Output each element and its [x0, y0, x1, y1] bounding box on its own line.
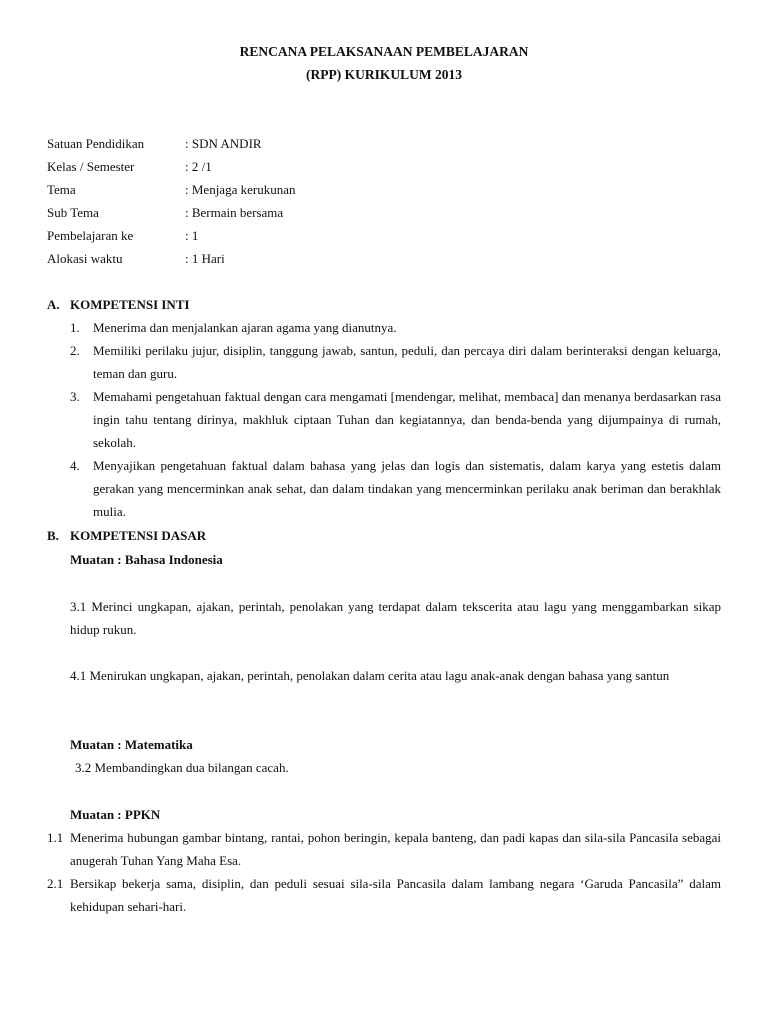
- identity-row: [47, 178, 447, 201]
- document-title-line-2: (RPP) KURIKULUM 2013: [306, 67, 462, 82]
- identity-row: [47, 132, 447, 155]
- identity-value: : 1: [185, 228, 199, 243]
- document-title-line-1: RENCANA PELAKSANAAN PEMBELAJARAN: [239, 44, 529, 59]
- list-item-number: 1.: [70, 320, 80, 335]
- list-item-text: Bersikap bekerja sama, disiplin, dan peduli sesuai sila-sila Pancasila dalam lambang negara ‘Garuda Pancasila” dalam kehidupan sehari-hari.: [70, 876, 721, 914]
- list-item-number: 1.1: [47, 830, 64, 845]
- competency-4-1: 4.1 Menirukan ungkapan, ajakan, perintah, penolakan dalam cerita atau lagu anak-anak dengan bahasa yang santun: [70, 668, 670, 683]
- subject-heading-bahasa: Muatan : Bahasa Indonesia: [70, 552, 223, 567]
- list-item-number: 3.: [70, 389, 80, 404]
- identity-row: [47, 201, 447, 224]
- identity-label: Satuan Pendidikan: [47, 136, 145, 151]
- section-a-letter: A.: [47, 297, 60, 312]
- list-item-text: Menerima dan menjalankan ajaran agama yang dianutnya.: [93, 320, 397, 335]
- subject-heading-matematika: Muatan : Matematika: [70, 737, 193, 752]
- identity-value: : SDN ANDIR: [185, 136, 262, 151]
- identity-label: Kelas / Semester: [47, 159, 135, 174]
- identity-value: : Bermain bersama: [185, 205, 284, 220]
- competency-3-2: 3.2 Membandingkan dua bilangan cacah.: [75, 760, 289, 775]
- identity-label: Sub Tema: [47, 205, 99, 220]
- list-item-text: Menyajikan pengetahuan faktual dalam bahasa yang jelas dan logis dan sistematis, dalam karya yang estetis dalam gerakan yang mencerminkan anak sehat, dan dalam tindakan yang mencerminkan perilaku anak beriman dan berakhlak mulia.: [93, 458, 721, 519]
- identity-table: [47, 132, 447, 270]
- section-b-letter: B.: [47, 528, 59, 543]
- subject-heading-ppkn: Muatan : PPKN: [70, 807, 161, 822]
- list-item-number: 2.1: [47, 876, 64, 891]
- list-item-text: Memahami pengetahuan faktual dengan cara mengamati [mendengar, melihat, membaca] dan menanya berdasarkan rasa ingin tahu tentang dirinya, makhluk ciptaan Tuhan dan kegiatannya, dan benda-benda yang dijumpainya di rumah, sekolah.: [93, 389, 721, 450]
- identity-label: Pembelajaran ke: [47, 228, 134, 243]
- identity-value: : 2 /1: [185, 159, 212, 174]
- identity-row: [47, 224, 447, 247]
- list-item-number: 2.: [70, 343, 80, 358]
- list-item-text: Memiliki perilaku jujur, disiplin, tanggung jawab, santun, peduli, dan percaya diri dalam berinteraksi dengan keluarga, teman dan guru.: [93, 343, 721, 381]
- section-a-title: KOMPETENSI INTI: [70, 297, 190, 312]
- identity-label: Tema: [47, 182, 76, 197]
- list-item-number: 4.: [70, 458, 80, 473]
- identity-label: Alokasi waktu: [47, 251, 123, 266]
- list-item-text: Menerima hubungan gambar bintang, rantai, pohon beringin, kepala banteng, dan padi kapas dan sila-sila Pancasila sebagai anugerah Tuhan Yang Maha Esa.: [70, 830, 721, 868]
- identity-value: : Menjaga kerukunan: [185, 182, 296, 197]
- competency-3-1: 3.1 Merinci ungkapan, ajakan, perintah, penolakan yang terdapat dalam tekscerita atau lagu yang menggambarkan sikap hidup rukun.: [70, 599, 721, 637]
- identity-value: : 1 Hari: [185, 251, 225, 266]
- identity-row: [47, 247, 447, 270]
- identity-row: [47, 155, 447, 178]
- section-b-title: KOMPETENSI DASAR: [70, 528, 207, 543]
